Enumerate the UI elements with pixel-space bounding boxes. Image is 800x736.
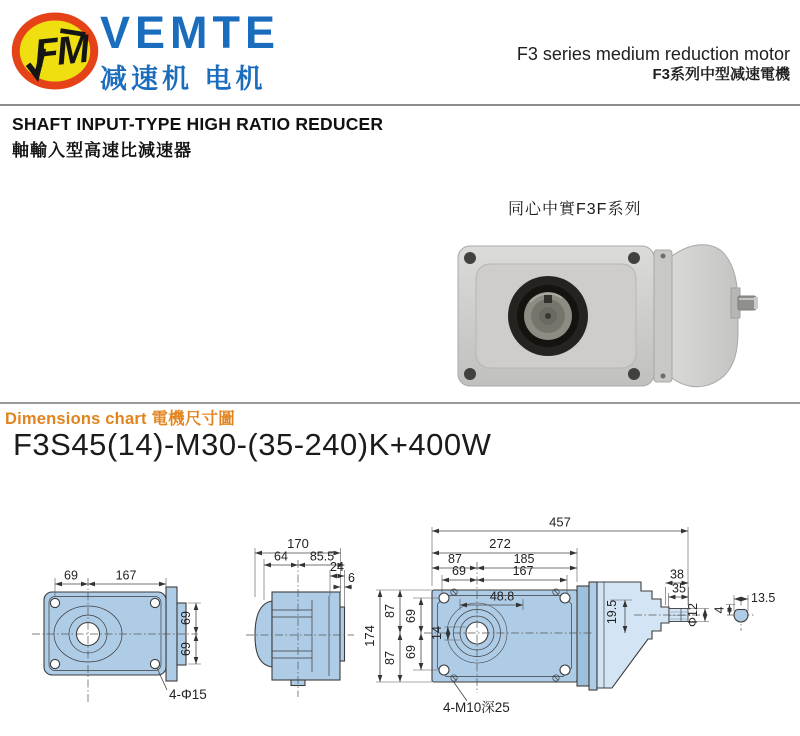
shaft-key-detail <box>713 591 776 631</box>
dim-4: 4 <box>712 606 727 614</box>
side-view <box>246 536 355 697</box>
dim-14: 14 <box>430 626 444 640</box>
dim-48-8: 48.8 <box>489 589 515 604</box>
dim-69-upper: 69 <box>179 611 193 625</box>
dim-69-lower: 69 <box>179 642 193 656</box>
rear-view <box>362 515 709 716</box>
dim-6: 6 <box>348 571 355 585</box>
rear-holes-label: 4-M10深25 <box>443 700 510 715</box>
dim-19-5: 19.5 <box>605 599 619 625</box>
dim-87-left-upper: 87 <box>383 604 397 618</box>
dim-35: 35 <box>672 581 686 596</box>
logo-monogram: FM <box>32 26 90 77</box>
dim-69-left: 69 <box>64 568 78 583</box>
dim-457: 457 <box>549 514 571 530</box>
dim-13-5: 13.5 <box>751 591 776 605</box>
dim-87-left-lower: 87 <box>383 651 397 665</box>
dim-69-left-upper: 69 <box>404 609 418 623</box>
front-holes-label: 4-Φ15 <box>169 687 207 702</box>
dim-272: 272 <box>489 536 511 551</box>
dim-24: 24 <box>330 560 344 574</box>
dim-170: 170 <box>287 536 309 551</box>
dim-174: 174 <box>362 625 377 647</box>
series-title-zh: F3系列中型减速電機 <box>652 65 790 83</box>
dim-87-top: 87 <box>448 552 462 566</box>
front-view <box>32 569 207 703</box>
dimensions-chart-label: Dimensions chart 電機尺寸圖 <box>5 410 235 428</box>
dim-64: 64 <box>274 549 288 564</box>
dim-167-top: 167 <box>512 564 534 578</box>
brand-tagline: 减速机 电机 <box>100 64 267 94</box>
header-divider <box>0 104 800 106</box>
brand-name: VEMTE <box>100 7 281 58</box>
dim-phi12: Φ12 <box>686 603 700 627</box>
photo-caption: 同心中實F3F系列 <box>508 201 642 218</box>
dim-185: 185 <box>513 552 535 566</box>
section-heading-zh: 軸輸入型高速比減速器 <box>12 141 192 160</box>
dim-85-5: 85.5 <box>309 549 335 564</box>
series-title-block <box>517 44 790 84</box>
dim-167: 167 <box>115 568 137 583</box>
photo-gearbox <box>458 246 654 386</box>
section-heading-en: SHAFT INPUT-TYPE HIGH RATIO REDUCER <box>12 114 384 134</box>
dim-69-top: 69 <box>452 564 466 578</box>
dim-38: 38 <box>670 567 684 582</box>
series-title-en: F3 series medium reduction motor <box>516 44 790 64</box>
product-photo <box>448 232 770 400</box>
dimension-drawing <box>0 500 800 736</box>
brand-block <box>100 7 281 96</box>
model-code: F3S45(14)-M30-(35-240)K+400W <box>13 427 492 462</box>
section-divider <box>0 402 800 404</box>
brand-logo <box>8 6 102 96</box>
dim-69-left-lower: 69 <box>404 645 418 659</box>
photo-motor <box>654 245 758 387</box>
